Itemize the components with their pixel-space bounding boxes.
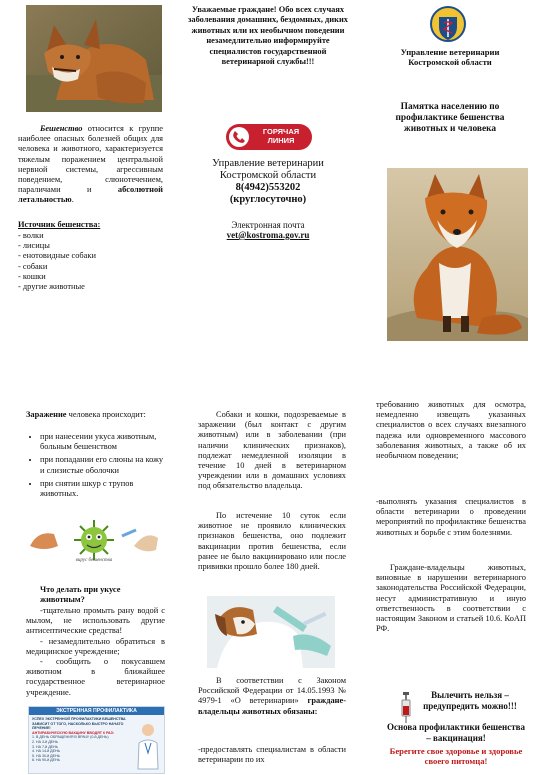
poster-line: УСПЕХ ЭКСТРЕННОЙ ПРОФИЛАКТИКИ БЕШЕНСТВА ЗАВИСИТ ОТ ТОГО, НАСКОЛЬКО БЫСТРО НАЧАТО ЛЕЧЕНИЕ!	[32, 717, 126, 731]
poster-line: 6. НА 90-й ДЕНЬ	[32, 758, 60, 763]
prophylaxis-poster	[28, 706, 165, 774]
vet-emblem	[430, 5, 466, 45]
bite-steps	[26, 606, 165, 698]
rabies-virus-illustration	[24, 516, 164, 568]
rabies-description: относится к группе наиболее опасных болезней общих для человека и животного, характеризуется тяжелым поражением центральной нервной системы, агрессивным поведением, слюнотечением, параличами и	[18, 124, 163, 195]
rabies-lethality: абсолютной летальностью	[18, 185, 163, 205]
rabies-definition: Бешенство относится к группе наиболее опасных болезней общих для человека и животного, характеризуется тяжелым поражением центральной нервной системы, агрессивным поведением, слюнотечением, параличами и абсолютной летальностью.	[18, 124, 163, 205]
virus-caption: вирус бешенства	[75, 558, 113, 563]
infection-title: Заражение	[26, 410, 67, 419]
list-item: - кошки	[18, 271, 46, 281]
list-item: - другие животные	[18, 282, 85, 292]
list-item: - волки	[18, 231, 44, 240]
citizen-appeal: Уважаемые граждане! Обо всех случаях заболевания домашних, бездомных, диких животных или их необычном поведении незамедлительно информируйте специалистов государственной ветеринарной службы!!!	[188, 5, 348, 67]
brochure-title: Памятка населению по профилактике бешенства животных и человека	[395, 102, 505, 135]
hotline-label-2: ЛИНИЯ	[267, 135, 295, 145]
hotline-hours: (круглосуточно)	[229, 194, 307, 205]
aggressive-fox-photo	[26, 5, 162, 112]
poster-line: 3. НА 7-й ДЕНЬ	[32, 744, 58, 749]
bite-step: - незамедлительно обратиться в медицинское учреждение;	[26, 636, 165, 656]
sitting-fox-photo	[387, 168, 528, 341]
infection-routes-list	[26, 432, 165, 502]
rabies-source-title: Источник бешенства:	[18, 220, 101, 229]
rabies-term: Бешенство	[40, 124, 83, 133]
slogan-prevent: Вылечить нельзя – предупредить можно!!!	[423, 690, 517, 711]
poster-line: 1. В ДЕНЬ ОБРАЩЕНИЯ В ВРАЧУ (0-й ДЕНЬ)	[32, 735, 109, 740]
list-item: - енотовидные собаки	[18, 251, 96, 261]
list-item: • при попадании его слюны на кожу и слизистые оболочки	[40, 455, 165, 475]
vaccination-after-quarantine: По истечение 10 суток если животное не проявило клинических признаков бешенства, оно подлежит вакцинации против бешенства, если ранее не было вакцинировано или после прививки прошло более 180 дней.	[198, 511, 346, 572]
list-item: - лисицы	[18, 241, 50, 251]
poster-line: 2. НА 3-й ДЕНЬ	[32, 739, 58, 744]
slogan-vaccination: Основа профилактики бешенства – вакцинация!	[386, 722, 526, 743]
org-name-1: Управление ветеринарии	[400, 47, 500, 57]
law-obligations-intro: В соответствии с Законом Российской Федерации от 14.05.1993 № 4979-1 «О ветеринарии» граждане-владельцы животных обязаны:	[198, 676, 346, 716]
poster-line: 4. НА 14-й ДЕНЬ	[32, 749, 60, 754]
syringe-icon	[398, 690, 414, 724]
owner-duty-2: -выполнять указания специалистов в области ветеринарии о проведении мероприятий по профилактике бешенства животных и борьбе с этим болезнями.	[376, 497, 526, 537]
poster-line: АНТИРАБИЧЕСКУЮ ВАКЦИНУ ВВОДЯТ 6 РАЗ:	[32, 730, 115, 735]
org-header	[380, 47, 520, 68]
hotline-org-2: Костромской области	[219, 170, 317, 181]
quarantine-text: Собаки и кошки, подозреваемые в заражении (был контакт с другим животным) или в заболевании (при наличии клинических признаков), подлежат немедленной изоляции в течение 10 дней в ветеринарном учреждении или в домашних условиях под обязательство владельца.	[198, 410, 346, 491]
poster-title: ЭКСТРЕННАЯ ПРОФИЛАКТИКА	[29, 707, 164, 715]
org-name-2: Костромской области	[408, 57, 492, 68]
slogan-health: Берегите свое здоровье и здоровье своего питомца!	[389, 746, 523, 767]
bite-step: - сообщить о покусавшем животном в ближайшее государственное ветеринарное учреждение.	[26, 657, 165, 697]
owner-duty-1: -предоставлять специалистам в области ветеринарии по их	[198, 745, 346, 765]
email-link[interactable]: vet@kostroma.gov.ru	[226, 230, 310, 240]
hotline-phone: 8(4942)553202	[235, 182, 301, 193]
bite-question: Что делать при укусе животным?	[40, 585, 121, 605]
list-item: - собаки	[18, 261, 48, 271]
bite-step: -тщательно промыть рану водой с мылом, не использовать другие антисептические средства!	[26, 606, 165, 636]
phone-icon	[229, 127, 249, 147]
owner-liability: Граждане-владельцы животных, виновные в нарушении ветеринарного законодательства Российской Федерации, несут административную и иную ответственность в соответствии с настоящим Законом и статьей 10.6. КоАП РФ.	[376, 563, 526, 634]
poster-line: 5. НА 30-й ДЕНЬ	[32, 753, 60, 758]
owner-duty-1-continued: требованию животных для осмотра, немедленно извещать указанных специалистов о всех случаях внезапного падежа или одновременного массового заболевания животных, а также об их необычном поведении;	[376, 400, 526, 461]
law-obligations-heading: граждане-владельцы животных обязаны:	[198, 696, 346, 716]
hotline-label-1: ГОРЯЧАЯ	[262, 127, 300, 136]
rabies-source-list	[18, 231, 163, 292]
infection-intro: Заражение человека происходит:	[26, 410, 146, 419]
list-item: • при снятии шкур с трупов животных.	[40, 479, 165, 499]
hotline-badge	[226, 124, 312, 150]
list-item: • при нанесении укуса животным, больным бешенством	[40, 432, 165, 452]
hotline-contact-block	[188, 158, 348, 240]
dog-vet-photo	[207, 596, 335, 668]
doctor-icon	[135, 721, 161, 771]
hotline-org-1: Управление ветеринарии	[212, 158, 324, 169]
email-label: Электронная почта	[231, 220, 305, 230]
